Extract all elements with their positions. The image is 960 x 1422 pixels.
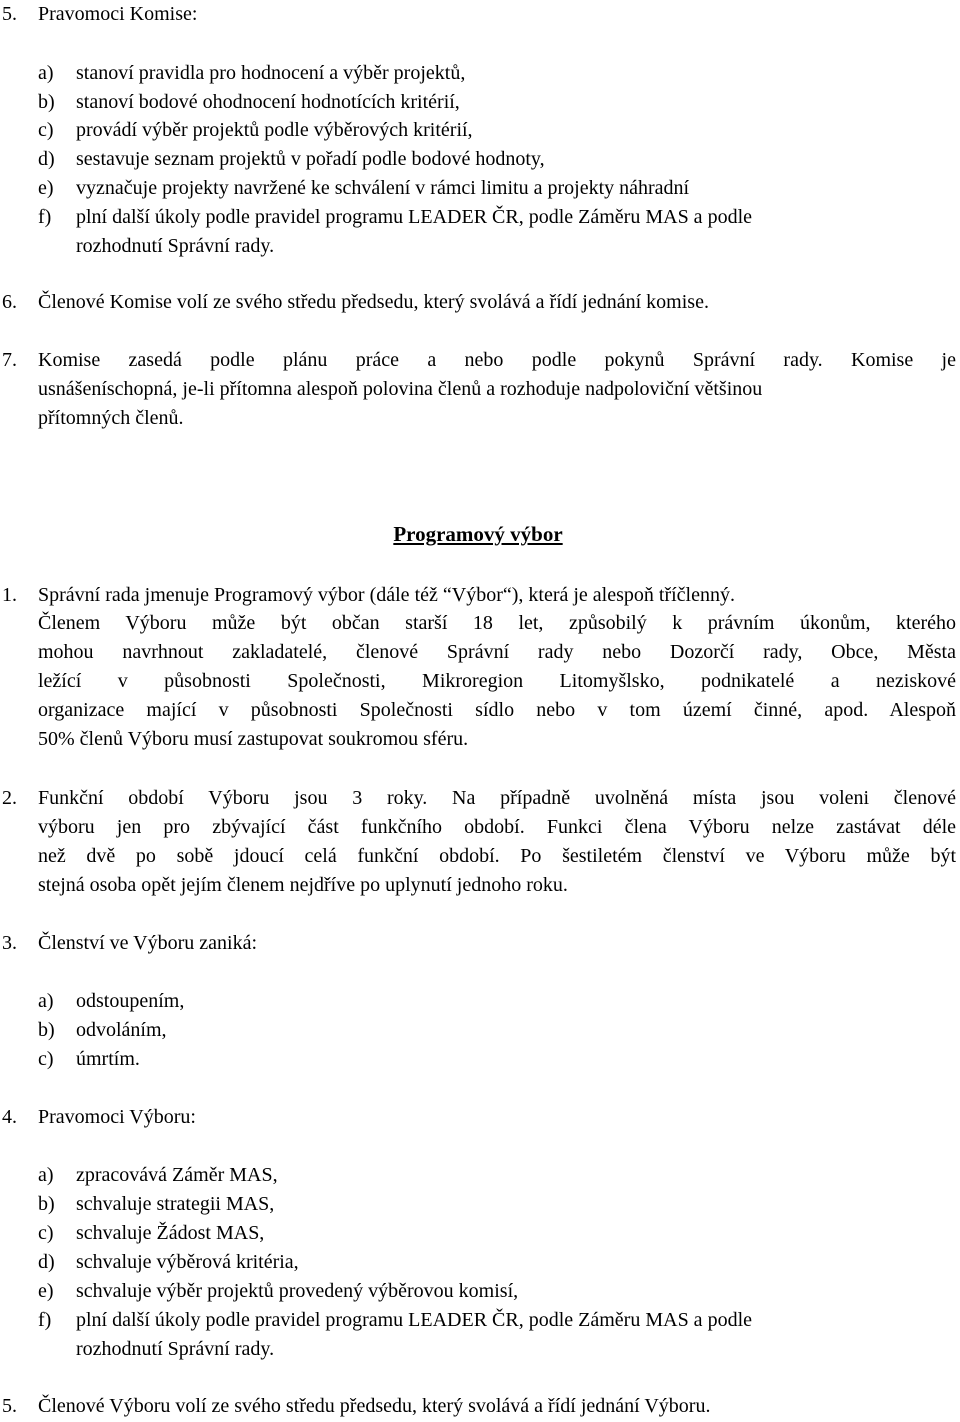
paragraph-line: výboru jen pro zbývající část funkčního období. Funkci člena Výboru nelze zastávat déle [38, 816, 956, 838]
paragraph-line: mohou navrhnout zakladatelé, členové Správní rady nebo Dozorčí rady, Obce, Města [38, 641, 956, 663]
list-item-text: rozhodnutí Správní rady. [76, 235, 275, 257]
paragraph-number: 3. [2, 932, 17, 954]
list-item-text: odvoláním, [76, 1019, 167, 1041]
paragraph-title: Členství ve Výboru zaniká: [38, 932, 258, 954]
paragraph-number: 4. [2, 1106, 17, 1128]
list-item-label: d) [38, 148, 55, 170]
paragraph-title: Pravomoci Výboru: [38, 1106, 196, 1128]
list-item-text: zpracovává Záměr MAS, [76, 1164, 278, 1186]
list-item-text: sestavuje seznam projektů v pořadí podle bodové hodnoty, [76, 148, 545, 170]
section-heading: Programový výbor [393, 522, 563, 546]
list-item-text: provádí výběr projektů podle výběrových kritérií, [76, 119, 473, 141]
list-item-text: stanoví pravidla pro hodnocení a výběr projektů, [76, 62, 466, 84]
list-item-text: schvaluje výběr projektů provedený výběrovou komisí, [76, 1280, 519, 1302]
section-number: 7. [2, 349, 17, 371]
list-item-text: plní další úkoly podle pravidel programu LEADER ČR, podle Záměru MAS a podle [76, 1309, 752, 1331]
paragraph-line: přítomných členů. [38, 407, 184, 429]
paragraph-line: Komise zasedá podle plánu práce a nebo podle pokynů Správní rady. Komise je [38, 349, 956, 371]
paragraph-line: usnášeníschopná, je-li přítomna alespoň polovina členů a rozhoduje nadpoloviční většinou [38, 378, 763, 400]
paragraph-number: 1. [2, 584, 17, 606]
list-item-label: b) [38, 91, 55, 113]
paragraph-line: stejná osoba opět jejím členem nejdříve po uplynutí jednoho roku. [38, 874, 568, 896]
list-item-text: vyznačuje projekty navržené ke schválení v rámci limitu a projekty náhradní [76, 177, 690, 199]
list-item-text: rozhodnutí Správní rady. [76, 1338, 275, 1360]
list-item-text: plní další úkoly podle pravidel programu LEADER ČR, podle Záměru MAS a podle [76, 206, 752, 228]
list-item-label: e) [38, 1280, 54, 1302]
paragraph-text: Členové Výboru volí ze svého středu předsedu, který svolává a řídí jednání Výboru. [38, 1395, 711, 1417]
list-item-label: a) [38, 1164, 54, 1186]
list-item-label: e) [38, 177, 54, 199]
list-item-label: d) [38, 1251, 55, 1273]
list-item-text: schvaluje strategii MAS, [76, 1193, 275, 1215]
paragraph-line: Členem Výboru může být občan starší 18 let, způsobilý k právním úkonům, kterého [38, 612, 956, 634]
list-item-text: odstoupením, [76, 990, 185, 1012]
paragraph-line: Funkční období Výboru jsou 3 roky. Na případně uvolněná místa jsou voleni členové [38, 787, 956, 809]
list-item-label: c) [38, 1048, 54, 1070]
section-number: 5. [2, 3, 17, 25]
list-item-label: f) [38, 1309, 52, 1331]
list-item-text: schvaluje výběrová kritéria, [76, 1251, 299, 1273]
list-item-label: b) [38, 1019, 55, 1041]
paragraph-line: než dvě po sobě jdoucí celá funkční období. Po šestiletém členství ve Výboru může být [38, 845, 956, 867]
list-item-text: úmrtím. [76, 1048, 140, 1070]
paragraph-number: 5. [2, 1395, 17, 1417]
list-item-label: a) [38, 990, 54, 1012]
paragraph-line: organizace mající v působnosti Společnosti sídlo nebo v tom území činné, apod. Alespoň [38, 699, 956, 721]
list-item-label: f) [38, 206, 52, 228]
list-item-text: stanoví bodové ohodnocení hodnotících kritérií, [76, 91, 460, 113]
section-number: 6. [2, 291, 17, 313]
paragraph-line: Správní rada jmenuje Programový výbor (dále též “Výbor“), která je alespoň tříčlenný. [38, 584, 735, 606]
list-item-label: c) [38, 1222, 54, 1244]
paragraph-line: ležící v působnosti Společnosti, Mikroregion Litomyšlsko, podnikatelé a neziskové [38, 670, 956, 692]
paragraph-line: 50% členů Výboru musí zastupovat soukromou sféru. [38, 728, 469, 750]
section-text: Členové Komise volí ze svého středu předsedu, který svolává a řídí jednání komise. [38, 291, 709, 313]
list-item-label: b) [38, 1193, 55, 1215]
paragraph-number: 2. [2, 787, 17, 809]
section-title: Pravomoci Komise: [38, 3, 198, 25]
list-item-label: a) [38, 62, 54, 84]
list-item-text: schvaluje Žádost MAS, [76, 1222, 265, 1244]
list-item-label: c) [38, 119, 54, 141]
